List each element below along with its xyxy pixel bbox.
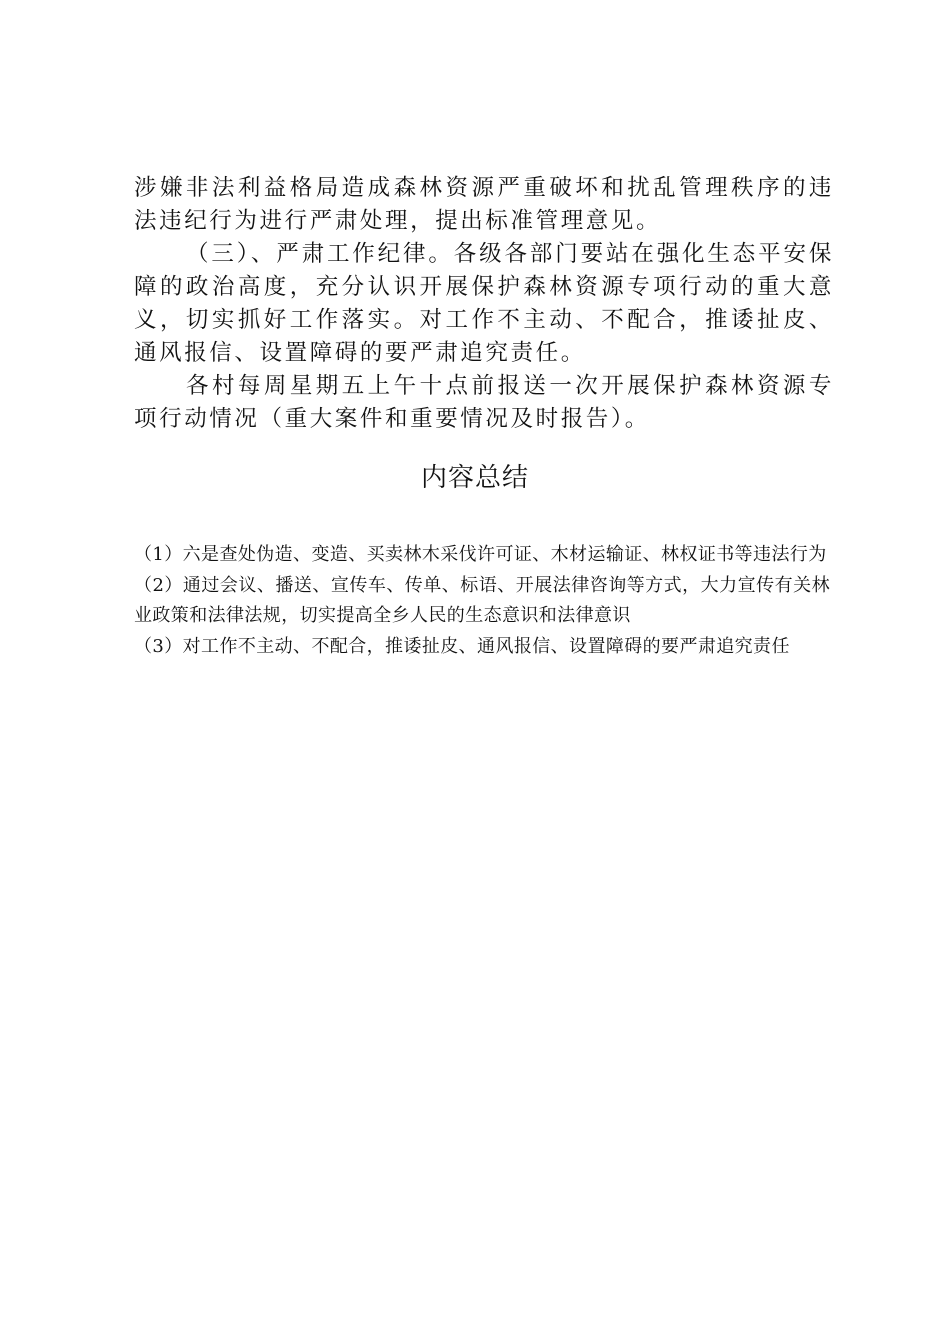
summary-item: （2）通过会议、播送、宣传车、传单、标语、开展法律咨询等方式，大力宣传有关林业政策和法律法规，切实提高全乡人民的生态意识和法律意识 (134, 574, 830, 626)
summary-heading: 内容总结 (420, 463, 529, 493)
body-text (134, 172, 834, 436)
summary-item: （3）对工作不主动、不配合，推诿扯皮、通风报信、设置障碍的要严肃追究责任 (134, 635, 790, 657)
paragraph-weekly-report: 各村每周星期五上午十点前报送一次开展保护森林资源专项行动情况（重大案件和重要情况及时报告）。 (134, 373, 834, 432)
paragraph-work-discipline: （三）、严肃工作纪律。各级各部门要站在强化生态平安保障的政治高度，充分认识开展保护森林资源专项行动的重大意义，切实抓好工作落实。对工作不主动、不配合，推诿扯皮、通风报信、设置障碍的要严肃追究责任。 (134, 241, 834, 366)
paragraph-continuation: 涉嫌非法利益格局造成森林资源严重破坏和扰乱管理秩序的违法违纪行为进行严肃处理，提出标准管理意见。 (134, 175, 834, 234)
summary-item: （1）六是查处伪造、变造、买卖林木采伐许可证、木材运输证、林权证书等违法行为 (134, 544, 827, 565)
summary-list (134, 540, 830, 662)
